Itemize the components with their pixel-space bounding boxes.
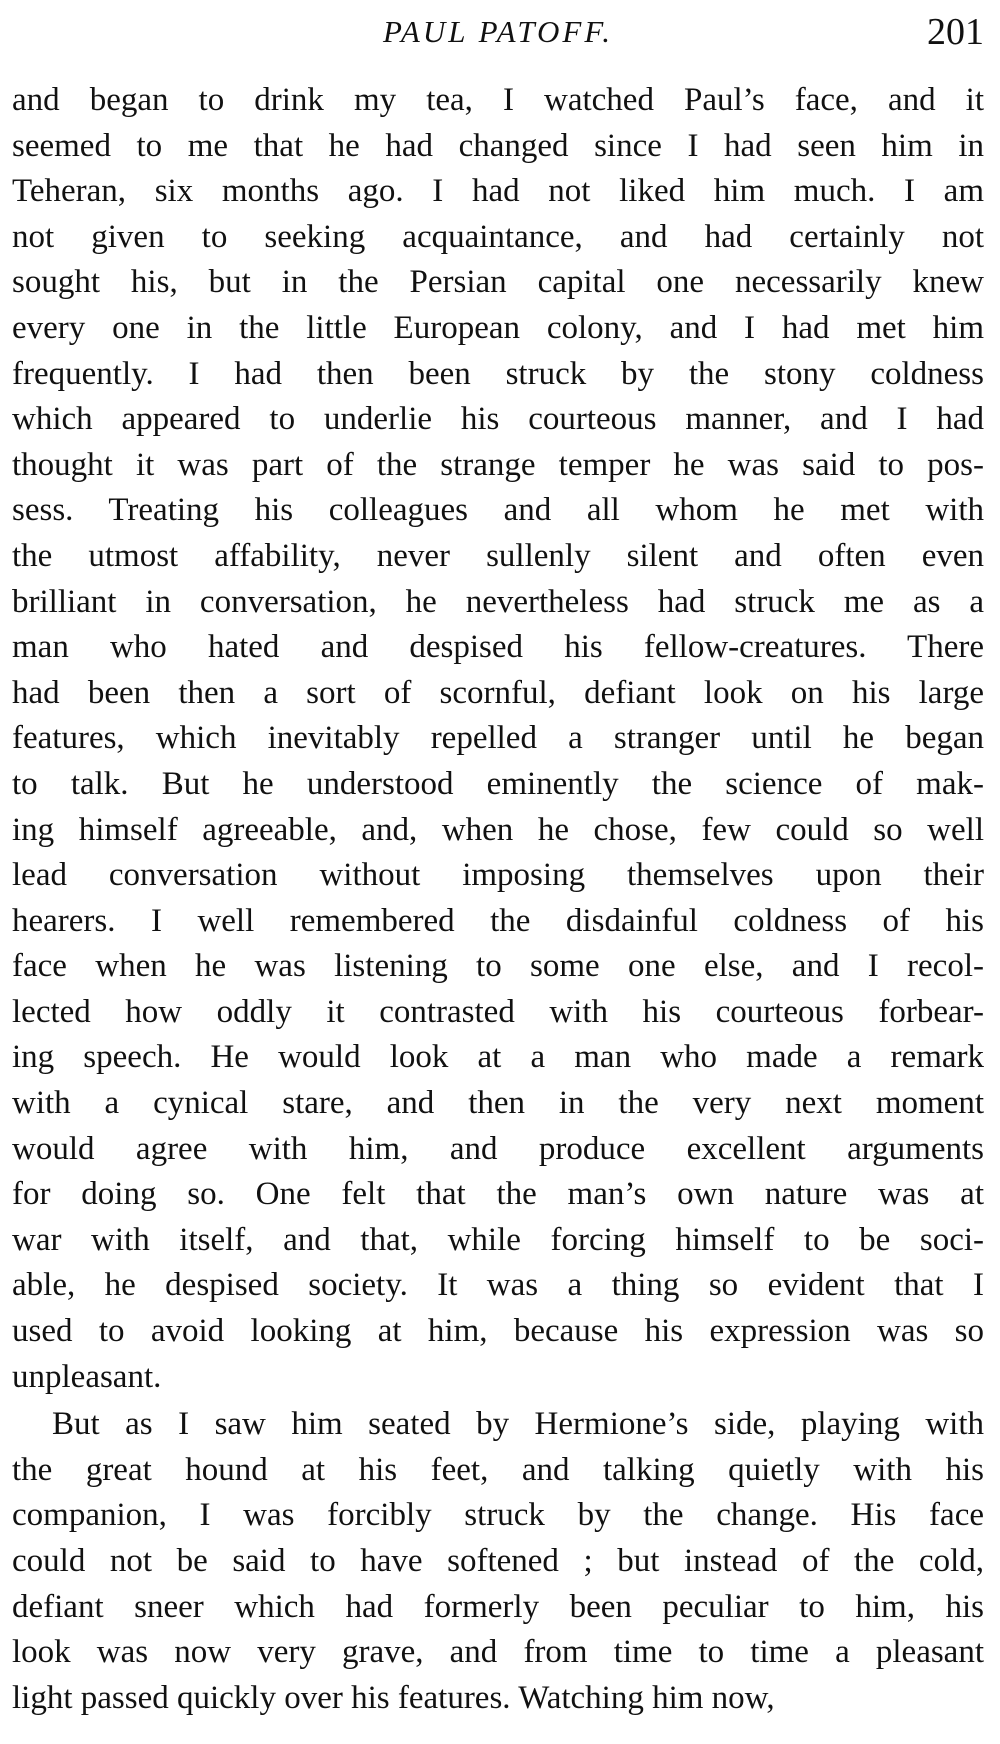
text-line: which appeared to underlie his courteous manner, and I had [12, 401, 984, 438]
text-line: could not be said to have softened ; but instead of the cold, [12, 1543, 984, 1579]
text-line: defiant sneer which had formerly been peculiar to him, his [12, 1588, 984, 1625]
text-line: light passed quickly over his features. Watching him now, [12, 1679, 775, 1716]
text-line: the utmost affability, never sullenly silent and often even [12, 537, 984, 574]
text-line: the great hound at his feet, and talking quietly with his [12, 1451, 984, 1488]
text-line: used to avoid looking at him, because his expression was so [12, 1313, 984, 1350]
text-line: unpleasant. [12, 1358, 162, 1395]
text-line: thought it was part of the strange temper he was said to pos- [12, 446, 984, 483]
text-line: Teheran, six months ago. I had not liked him much. I am [12, 173, 984, 210]
text-line: But as I saw him seated by Hermione’s side, playing with [52, 1406, 984, 1443]
paragraph-1 [12, 78, 984, 1400]
text-line: for doing so. One felt that the man’s own nature was at [12, 1176, 984, 1213]
text-line: features, which inevitably repelled a stranger until he began [12, 720, 984, 757]
text-line: would agree with him, and produce excellent arguments [12, 1130, 984, 1167]
body-text [12, 78, 984, 1721]
text-line: ing himself agreeable, and, when he chose, few could so well [12, 811, 984, 848]
text-line: war with itself, and that, while forcing himself to be soci- [12, 1221, 984, 1258]
text-line: brilliant in conversation, he nevertheless had struck me as a [12, 583, 984, 620]
text-line: with a cynical stare, and then in the very next moment [12, 1085, 984, 1122]
paragraph-2 [12, 1402, 984, 1721]
text-line: man who hated and despised his fellow-creatures. There [12, 629, 984, 666]
text-line: not given to seeking acquaintance, and had certainly not [12, 218, 984, 255]
text-line: lected how oddly it contrasted with his courteous forbear- [12, 993, 984, 1030]
text-line: face when he was listening to some one else, and I recol- [12, 948, 984, 985]
text-line: had been then a sort of scornful, defiant look on his large [12, 674, 984, 711]
text-line: lead conversation without imposing themselves upon their [12, 857, 984, 894]
text-line: to talk. But he understood eminently the science of mak- [12, 765, 984, 802]
text-line: sought his, but in the Persian capital one necessarily knew [12, 264, 984, 301]
page-number: 201 [927, 11, 984, 53]
running-title: PAUL PATOFF. [382, 14, 614, 49]
text-line: able, he despised society. It was a thing so evident that I [12, 1267, 984, 1304]
text-line: seemed to me that he had changed since I had seen him in [12, 127, 984, 164]
text-line: companion, I was forcibly struck by the change. His face [12, 1497, 984, 1534]
text-line: look was now very grave, and from time to time a pleasant [12, 1634, 984, 1671]
text-line: frequently. I had then been struck by the stony coldness [12, 355, 984, 392]
text-line: every one in the little European colony, and I had met him [12, 309, 984, 346]
text-line: sess. Treating his colleagues and all whom he met with [12, 492, 984, 529]
text-line: and began to drink my tea, I watched Paul’s face, and it [12, 82, 984, 118]
text-line: hearers. I well remembered the disdainful coldness of his [12, 902, 984, 939]
text-line: ing speech. He would look at a man who made a remark [12, 1039, 984, 1076]
running-head [12, 6, 984, 58]
